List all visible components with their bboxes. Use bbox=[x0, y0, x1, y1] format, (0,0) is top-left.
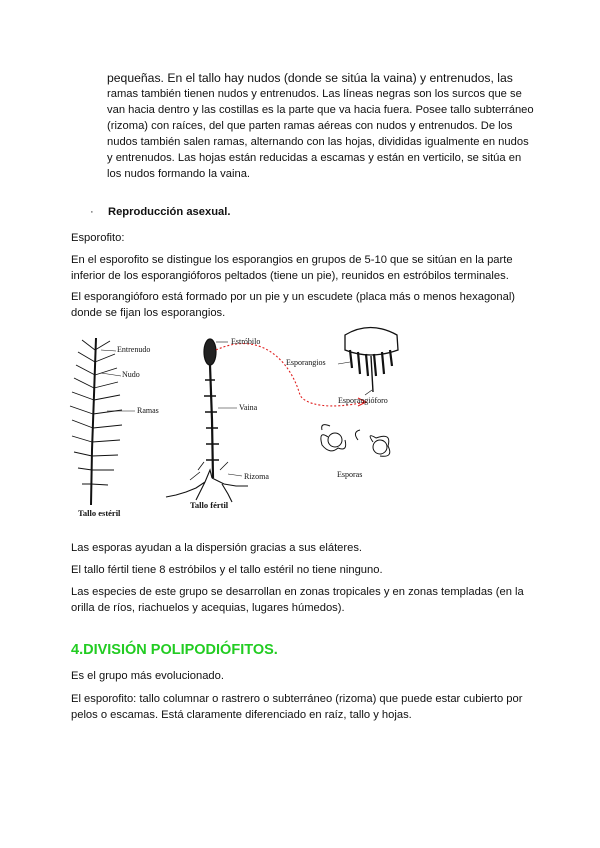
label-entrenudo: Entrenudo bbox=[117, 345, 151, 354]
spores bbox=[321, 425, 390, 457]
fertile-stem bbox=[210, 365, 213, 478]
sterile-stem bbox=[91, 338, 96, 505]
label-nudo: Nudo bbox=[122, 370, 140, 379]
paragraph-tallo: El tallo fértil tiene 8 estróbilos y el tallo estéril no tiene ninguno. bbox=[71, 564, 383, 576]
label-esporas: Esporas bbox=[337, 470, 363, 479]
esporofito-label: Esporofito: bbox=[71, 232, 125, 244]
paragraph-esporangios: En el esporofito se distingue los esporangios en grupos de 5-10 que se sitúan en la parte inferior de los esporangióforos peltados (tiene un pie), reunidos en estróbilos terminales. bbox=[71, 254, 513, 282]
paragraph-esporas: Las esporas ayudan a la dispersión gracias a sus eláteres. bbox=[71, 542, 363, 554]
caption-tallo-fertil: Tallo fértil bbox=[190, 500, 229, 510]
label-estrobilo: Estróbilo bbox=[231, 337, 261, 346]
paragraph-especies: Las especies de este grupo se desarrollan en zonas tropicales y en zonas templadas (en la orilla de ríos, riachuelos y acequias, lugares húmedos). bbox=[71, 586, 524, 614]
bullet-title: Reproducción asexual. bbox=[108, 206, 231, 218]
section-heading: 4.DIVISIÓN POLIPODIÓFITOS. bbox=[71, 642, 278, 658]
caption-tallo-esteril: Tallo estéril bbox=[78, 508, 121, 518]
label-esporangioforo: Esporangióforo bbox=[338, 396, 388, 405]
sporangiophore-stalk bbox=[371, 356, 373, 392]
label-esporangios: Esporangios bbox=[286, 358, 326, 367]
paragraph-esporofito-desc: El esporofito: tallo columnar o rastrero o subterráneo (rizoma) que puede estar cubierto por pelos o escamas. Está claramente diferenciado en raíz, tallo y hojas. bbox=[71, 693, 523, 721]
sterile-branches bbox=[70, 340, 122, 485]
continuation-text: ramas también tienen nudos y entrenudos. Las líneas negras son los surcos que se van hacia dentro y las costillas es la parte que va hacia fuera. Posee tallo subterráneo (rizoma) con raíces, del que parten ramas aéreas con nudos y entrenudos. De los nudos también salen ramas, alternando con las hojas, divididas igualmente en nudos y entrenudos. Las hojas están reducidas a escamas y están en verticilo, se sitúa en los nudos formando la vaina. bbox=[107, 88, 534, 180]
label-ramas: Ramas bbox=[137, 406, 159, 415]
label-vaina: Vaina bbox=[239, 403, 258, 412]
bullet-marker: · bbox=[90, 206, 94, 218]
paragraph-evolucionado: Es el grupo más evolucionado. bbox=[71, 670, 224, 682]
sterile-leader-lines bbox=[101, 350, 135, 411]
paragraph-esporangioforo: El esporangióforo está formado por un pie y un escudete (placa más o menos hexagonal) donde se fijan los esporangios. bbox=[71, 291, 516, 319]
label-rizoma: Rizoma bbox=[244, 472, 269, 481]
continuation-first-line: pequeñas. En el tallo hay nudos (donde se sitúa la vaina) y entrenudos, las bbox=[107, 71, 513, 85]
strobilus bbox=[204, 339, 216, 365]
